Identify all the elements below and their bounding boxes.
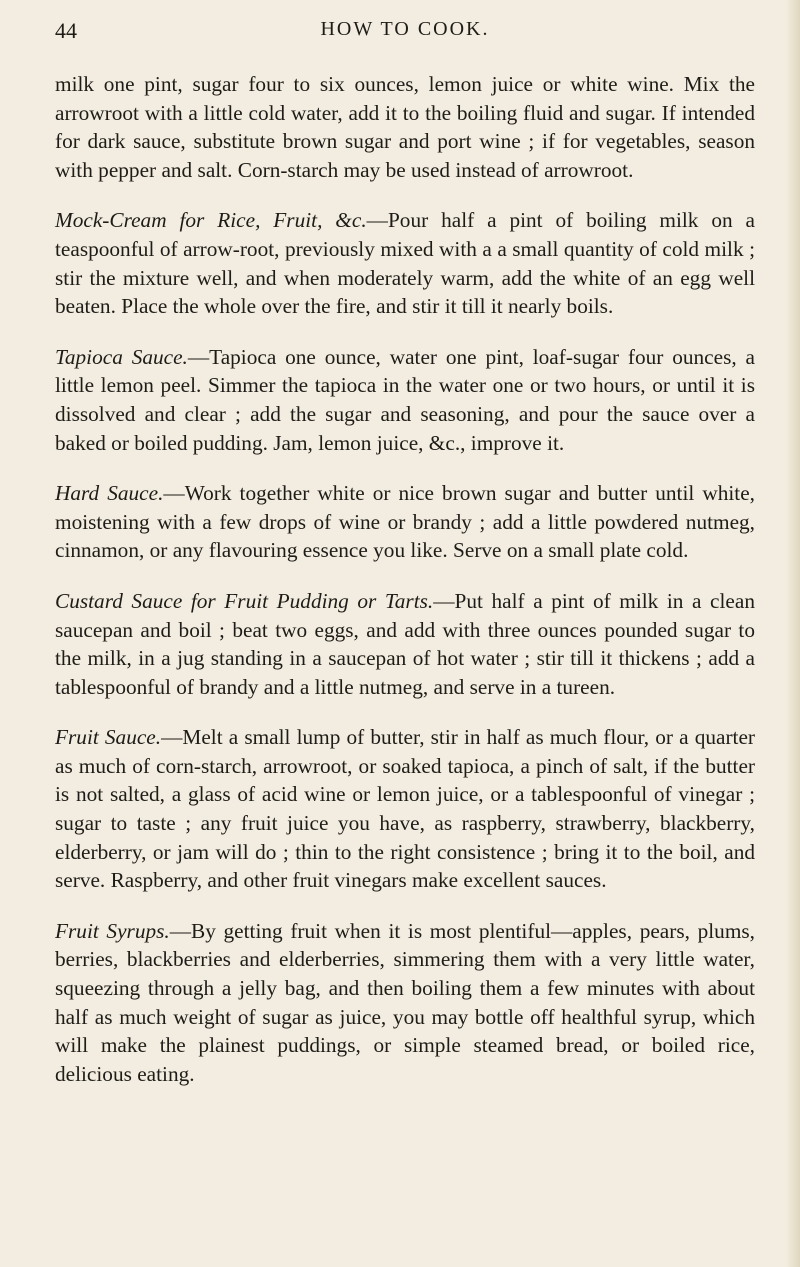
recipe-text: —By getting fruit when it is most plentiful—apples, pears, plums, berries, blackberries and elderberries, simmering them with a very little water, squeezing through a jelly bag, and then boiling them a few minutes with about half as much weight of sugar as juice, you may bottle off healthful syrup, which will make the plainest puddings, or simple steamed bread, or boiled rice, delicious eating.: [55, 918, 755, 1086]
recipe-custard-sauce: [55, 587, 755, 701]
recipe-heading: Fruit Sauce.: [55, 725, 162, 750]
page-edge-shadow: [786, 0, 800, 1267]
recipe-text: —Melt a small lump of butter, stir in half as much flour, or a quarter as much of corn-starch, arrowroot, or soaked tapioca, a pinch of salt, if the butter is not salted, a glass of acid wine or lemon juice, or a tablespoonful of vinegar ; sugar to taste ; any fruit juice you have, as raspberry, strawberry, blackberry, elderberry, or jam will do ; thin to the right consistence ; bring it to the boil, and serve. Raspberry, and other fruit vinegars make excellent sauces.: [55, 725, 755, 893]
body-text: [55, 70, 755, 1110]
recipe-mock-cream: [55, 206, 755, 320]
recipe-heading: Mock-Cream for Rice, Fruit, &c.: [55, 208, 367, 233]
recipe-text: —Put half a pint of milk in a clean saucepan and boil ; beat two eggs, and add with three ounces pounded sugar to the milk, in a jug standing in a saucepan of hot water ; stir till it thickens ; add a tablespoonful of brandy and a little nutmeg, and serve in a tureen.: [55, 588, 755, 699]
recipe-fruit-sauce: [55, 723, 755, 895]
paragraph-continuation: [55, 70, 755, 184]
recipe-text: —Work together white or nice brown sugar and butter until white, moistening with a few drops of wine or brandy ; add a little powdered nutmeg, cinnamon, or any flavouring essence you like. Serve on a small plate cold.: [55, 481, 755, 563]
recipe-text: —Tapioca one ounce, water one pint, loaf-sugar four ounces, a little lemon peel. Simmer the tapioca in the water one or two hours, or until it is dissolved and clear ; add the sugar and seasoning, and pour the sauce over a baked or boiled pudding. Jam, lemon juice, &c., improve it.: [55, 344, 755, 455]
running-title: HOW TO COOK.: [320, 18, 490, 40]
running-head: [55, 18, 755, 50]
recipe-hard-sauce: [55, 479, 755, 565]
recipe-heading: Tapioca Sauce.: [55, 344, 188, 369]
recipe-fruit-syrups: [55, 917, 755, 1089]
page-number: 44: [55, 18, 77, 43]
paragraph-text: milk one pint, sugar four to six ounces, lemon juice or white wine. Mix the arrowroot with a little cold water, add it to the boiling fluid and sugar. If intended for dark sauce, substitute brown sugar and port wine ; if for vegetables, season with pepper and salt. Corn-starch may be used instead of arrowroot.: [55, 72, 755, 182]
recipe-heading: Hard Sauce.: [55, 481, 164, 506]
recipe-text: —Pour half a pint of boiling milk on a teaspoonful of arrow-root, previously mixed with a a small quantity of cold milk ; stir the mixture well, and when moderately warm, add the white of an egg well beaten. Place the whole over the fire, and stir it till it nearly boils.: [55, 208, 756, 319]
recipe-heading: Fruit Syrups.: [55, 918, 170, 943]
recipe-heading: Custard Sauce for Fruit Pudding or Tarts.: [55, 588, 434, 613]
recipe-tapioca-sauce: [55, 343, 755, 457]
